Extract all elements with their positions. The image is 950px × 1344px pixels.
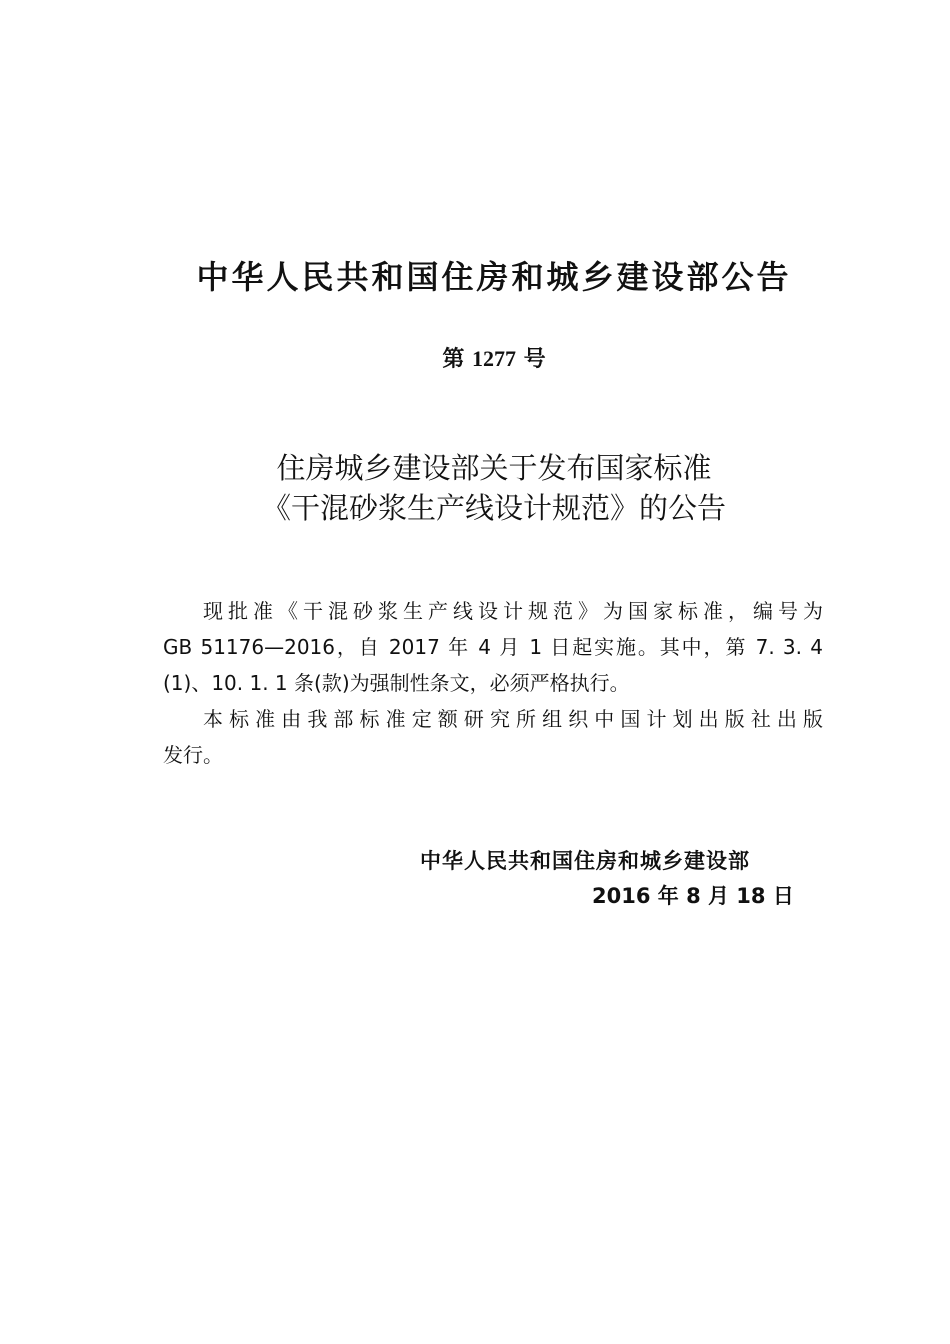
notice-subtitle-line1: 住房城乡建设部关于发布国家标准 [276,451,712,485]
signature-date: 2016 年 8 月 18 日 [592,884,794,908]
body-paragraph1-line2: GB 51176—2016，自 2017 年 4 月 1 日起实施。其中，第 7. 3. 4 [163,635,823,659]
notice-number-suffix: 号 [516,347,546,372]
notice-number-value: 1277 [472,346,516,371]
notice-subtitle-line2: 《干混砂浆生产线设计规范》的公告 [261,491,726,525]
signature-organization: 中华人民共和国住房和城乡建设部 [420,849,750,873]
body-paragraph2-line2: 发行。 [163,743,223,767]
notice-number [0,342,950,373]
body-paragraph1-line1: 现批准《干混砂浆生产线设计规范》为国家标准，编号为 [203,599,823,623]
notice-number-prefix: 第 [442,347,472,372]
announcement-title: 中华人民共和国住房和城乡建设部公告 [196,258,792,296]
body-paragraph1-line3: (1)、10. 1. 1 条(款)为强制性条文，必须严格执行。 [163,671,630,695]
body-paragraph2-line1: 本标准由我部标准定额研究所组织中国计划出版社出版 [203,707,823,731]
